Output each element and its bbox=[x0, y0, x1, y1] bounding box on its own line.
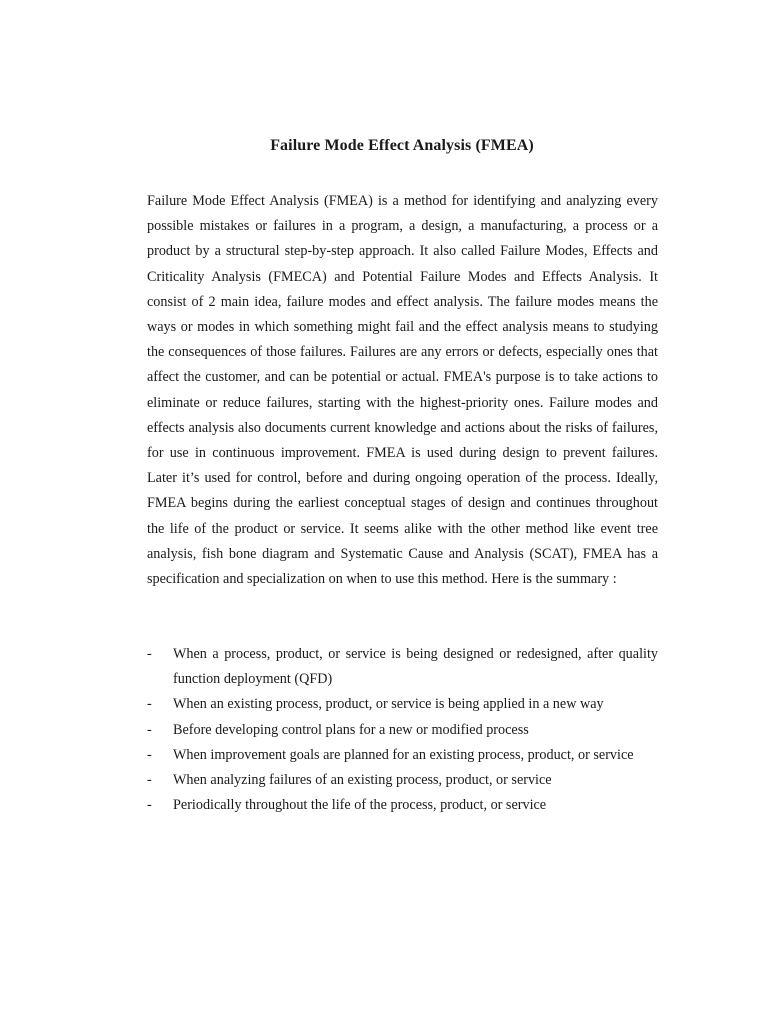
body-paragraph: Failure Mode Effect Analysis (FMEA) is a method for identifying and analyzing every possible mistakes or failures in a program, a design, a manufacturing, a process or a product by a structural step-by-step approach. It also called Failure Modes, Effects and Criticality Analysis (FMECA) and Potential Failure Modes and Effects Analysis. It consist of 2 main idea, failure modes and effect analysis. The failure modes means the ways or modes in which something might fail and the effect analysis means to studying the consequences of those failures. Failures are any errors or defects, especially ones that affect the customer, and can be potential or actual. FMEA's purpose is to take actions to eliminate or reduce failures, starting with the highest-priority ones. Failure modes and effects analysis also documents current knowledge and actions about the risks of failures, for use in continuous improvement. FMEA is used during design to prevent failures. Later it’s used for control, before and during ongoing operation of the process. Ideally, FMEA begins during the earliest conceptual stages of design and continues throughout the life of the product or service. It seems alike with the other method like event tree analysis, fish bone diagram and Systematic Cause and Analysis (SCAT), FMEA has a specification and specialization on when to use this method. Here is the summary : bbox=[147, 193, 658, 588]
bullet-dash: - bbox=[147, 772, 152, 789]
bullet-dash: - bbox=[147, 797, 152, 814]
list-item bbox=[147, 743, 658, 768]
summary-list bbox=[147, 642, 658, 818]
list-item bbox=[147, 642, 658, 692]
list-item-text: Before developing control plans for a new or modified process bbox=[173, 721, 529, 738]
list-item bbox=[147, 692, 658, 717]
list-item-text: When an existing process, product, or service is being applied in a new way bbox=[173, 696, 604, 713]
list-item-text: When analyzing failures of an existing process, product, or service bbox=[173, 772, 552, 789]
bullet-dash: - bbox=[147, 721, 152, 738]
bullet-dash: - bbox=[147, 646, 152, 662]
list-item-text: When improvement goals are planned for an existing process, product, or service bbox=[173, 746, 634, 763]
list-item-text: When a process, product, or service is being designed or redesigned, after quality function deployment (QFD) bbox=[173, 646, 658, 688]
bullet-dash: - bbox=[147, 746, 152, 763]
bullet-dash: - bbox=[147, 696, 152, 713]
list-item-text: Periodically throughout the life of the process, product, or service bbox=[173, 797, 547, 814]
list-item bbox=[147, 793, 658, 818]
list-item bbox=[147, 768, 658, 793]
list-item bbox=[147, 718, 658, 743]
document-title: Failure Mode Effect Analysis (FMEA) bbox=[270, 137, 534, 154]
